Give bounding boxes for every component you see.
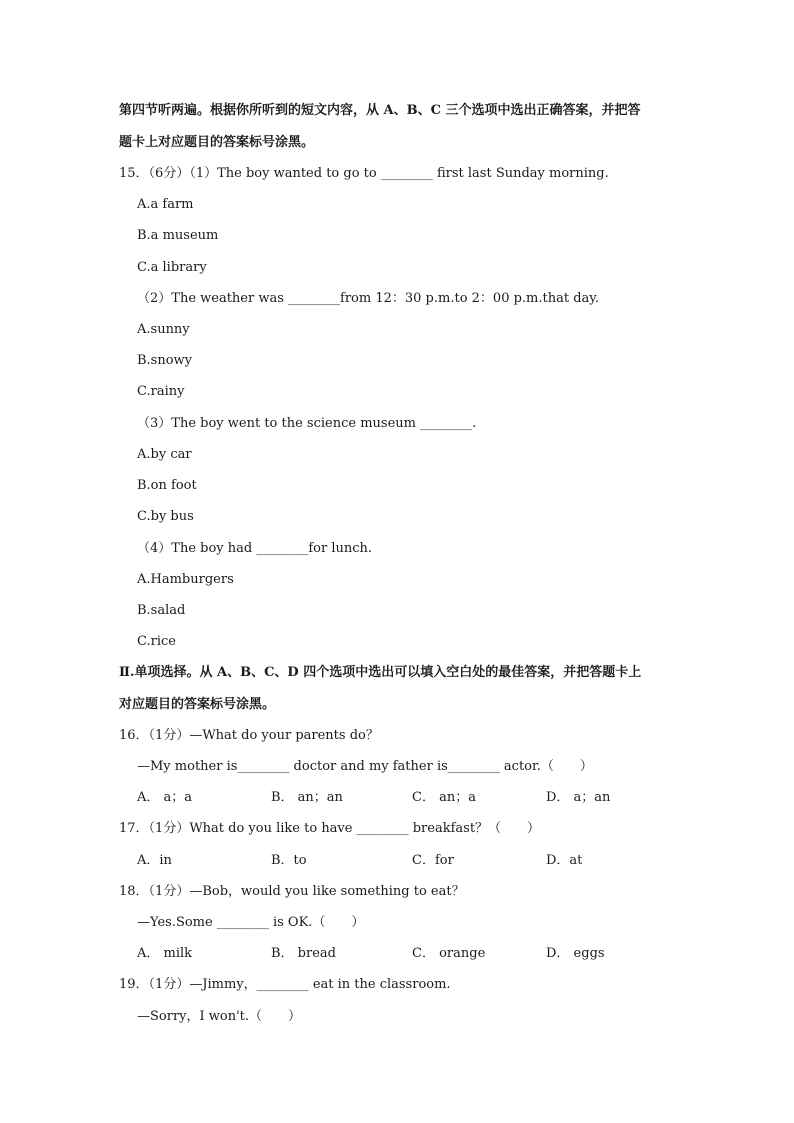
sub-question-stem: （4）The boy had ________for lunch.: [137, 541, 373, 556]
instruction-line: 第四节听两遍。根据你所听到的短文内容，从 A、B、C 三个选项中选出正确答案，并把答: [119, 103, 641, 118]
option-b[interactable]: B．to: [271, 853, 307, 868]
instruction-line: Ⅱ.单项选择。从 A、B、C、D 四个选项中选出可以填入空白处的最佳答案，并把答题卡上: [119, 665, 642, 680]
answer-option[interactable]: C.a library: [137, 260, 207, 275]
answer-option[interactable]: B.a museum: [137, 228, 219, 243]
answer-option[interactable]: C.rice: [137, 634, 176, 649]
answer-option[interactable]: A.by car: [137, 447, 192, 462]
option-b[interactable]: B． bread: [271, 946, 336, 961]
options-row: [137, 853, 637, 869]
option-c[interactable]: C． an；a: [412, 790, 476, 805]
answer-option[interactable]: B.on foot: [137, 478, 197, 493]
sub-question-stem: （2）The weather was ________from 12：30 p.m.to 2：00 p.m.that day.: [137, 291, 600, 306]
options-row: [137, 946, 637, 962]
instruction-line: 对应题目的答案标号涂黑。: [119, 697, 276, 712]
question-line: —My mother is________ doctor and my father is________ actor.（ ）: [137, 759, 593, 774]
sub-question-stem: （3）The boy went to the science museum ________.: [137, 416, 477, 431]
option-d[interactable]: D．at: [546, 853, 583, 868]
option-c[interactable]: C． orange: [412, 946, 486, 961]
answer-option[interactable]: C.by bus: [137, 509, 194, 524]
option-a[interactable]: A． milk: [137, 946, 193, 961]
options-row: [137, 790, 637, 806]
option-d[interactable]: D． eggs: [546, 946, 605, 961]
answer-option[interactable]: A.a farm: [137, 197, 194, 212]
option-d[interactable]: D． a；an: [546, 790, 611, 805]
question-line: —Sorry，I won't.（ ）: [137, 1009, 302, 1024]
option-a[interactable]: A．in: [137, 853, 172, 868]
answer-option[interactable]: A.sunny: [137, 322, 190, 337]
question-stem: 19．（1分）—Jimmy，________ eat in the classroom.: [119, 977, 451, 992]
question-line: —Yes.Some ________ is OK.（ ）: [137, 915, 365, 930]
answer-option[interactable]: A.Hamburgers: [137, 572, 234, 587]
question-stem: 15．（6分）（1）The boy wanted to go to ________ first last Sunday morning.: [119, 166, 609, 181]
answer-option[interactable]: B.snowy: [137, 353, 193, 368]
option-a[interactable]: A． a；a: [137, 790, 193, 805]
question-stem: 16．（1分）—What do your parents do？: [119, 728, 379, 743]
answer-option[interactable]: B.salad: [137, 603, 186, 618]
question-stem: 18．（1分）—Bob，would you like something to eat？: [119, 884, 465, 899]
instruction-line: 题卡上对应题目的答案标号涂黑。: [119, 135, 315, 150]
answer-option[interactable]: C.rainy: [137, 384, 185, 399]
question-stem: 17．（1分）What do you like to have ________ breakfast？（ ）: [119, 821, 541, 836]
option-b[interactable]: B． an；an: [271, 790, 343, 805]
option-c[interactable]: C．for: [412, 853, 454, 868]
